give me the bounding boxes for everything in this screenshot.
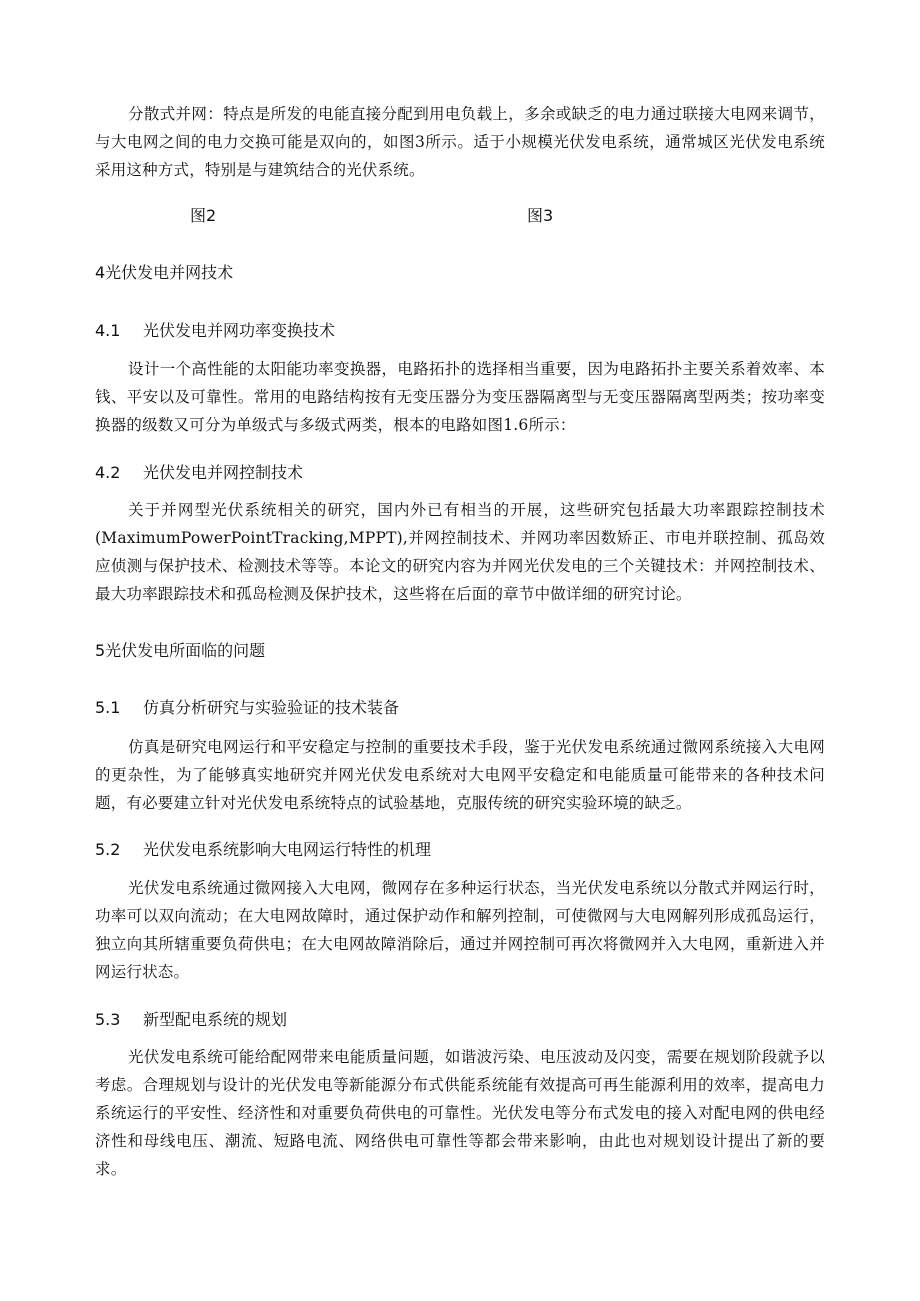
section-4-2-paragraph: 关于并网型光伏系统相关的研究，国内外已有相当的开展，这些研究包括最大功率跟踪控制技术(MaximumPowerPointTracking,MPPT),并网控制技术、并网功率因数矫正、市电并联控制、孤岛效应侦测与保护技术、检测技术等等。本论文的研究内容为并网光伏发电的三个关键技术：并网控制技术、最大功率跟踪技术和孤岛检测及保护技术，这些将在后面的章节中做详细的研究讨论。 bbox=[95, 501, 825, 603]
section-5-1-title: 仿真分析研究与实验验证的技术装备 bbox=[143, 698, 400, 717]
figure-2-caption: 图2 bbox=[190, 206, 217, 225]
section-5-3-paragraph: 光伏发电系统可能给配网带来电能质量问题，如谐波污染、电压波动及闪变，需要在规划阶段就予以考虑。合理规划与设计的光伏发电等新能源分布式供能系统能有效提高可再生能源利用的效率，提高电力系统运行的平安性、经济性和对重要负荷供电的可靠性。光伏发电等分布式发电的接入对配电网的供电经济性和母线电压、潮流、短路电流、网络供电可靠性等都会带来影响，由此也对规划设计提出了新的要求。 bbox=[95, 1048, 825, 1178]
section-4-2-number: 4.2 bbox=[95, 463, 121, 482]
section-4-1-paragraph: 设计一个高性能的太阳能功率变换器，电路拓扑的选择相当重要，因为电路拓扑主要关系着效率、本钱、平安以及可靠性。常用的电路结构按有无变压器分为变压器隔离型与无变压器隔离型两类；按功率变换器的级数又可分为单级式与多级式两类，根本的电路如图1.6所示： bbox=[95, 360, 825, 434]
section-5-2-title: 光伏发电系统影响大电网运行特性的机理 bbox=[143, 840, 432, 859]
intro-paragraph: 分散式并网：特点是所发的电能直接分配到用电负载上，多余或缺乏的电力通过联接大电网来调节，与大电网之间的电力交换可能是双向的，如图3所示。适于小规模光伏发电系统，通常城区光伏发电系统采用这种方式，特别是与建筑结合的光伏系统。 bbox=[95, 105, 825, 179]
section-5-2-number: 5.2 bbox=[95, 840, 121, 859]
section-4-1-title: 光伏发电并网功率变换技术 bbox=[143, 321, 336, 340]
section-5-1-number: 5.1 bbox=[95, 698, 121, 717]
section-5-3-heading bbox=[95, 1007, 287, 1030]
section-4-2-heading bbox=[95, 460, 303, 483]
section-4-heading: 4光伏发电并网技术 bbox=[95, 263, 234, 282]
section-5-1-paragraph: 仿真是研究电网运行和平安稳定与控制的重要技术手段，鉴于光伏发电系统通过微网系统接入大电网的更杂性，为了能够真实地研究并网光伏发电系统对大电网平安稳定和电能质量可能带来的各种技术问题，有必要建立针对光伏发电系统特点的试验基地，克服传统的研究实验环境的缺乏。 bbox=[95, 738, 825, 812]
section-5-2-paragraph: 光伏发电系统通过微网接入大电网，微网存在多种运行状态，当光伏发电系统以分散式并网运行时，功率可以双向流动；在大电网故障时，通过保护动作和解列控制，可使微网与大电网解列形成孤岛运行，独立向其所辖重要负荷供电；在大电网故障消除后，通过并网控制可再次将微网并入大电网，重新进入并网运行状态。 bbox=[95, 879, 825, 981]
section-5-heading: 5光伏发电所面临的问题 bbox=[95, 641, 266, 660]
section-4-2-title: 光伏发电并网控制技术 bbox=[143, 463, 304, 482]
section-5-2-heading bbox=[95, 837, 431, 860]
section-4-1-number: 4.1 bbox=[95, 321, 121, 340]
section-5-3-number: 5.3 bbox=[95, 1010, 121, 1029]
section-4-1-heading bbox=[95, 318, 335, 341]
section-5-3-title: 新型配电系统的规划 bbox=[143, 1010, 288, 1029]
figure-3-caption: 图3 bbox=[527, 206, 554, 225]
section-5-1-heading bbox=[95, 695, 399, 718]
